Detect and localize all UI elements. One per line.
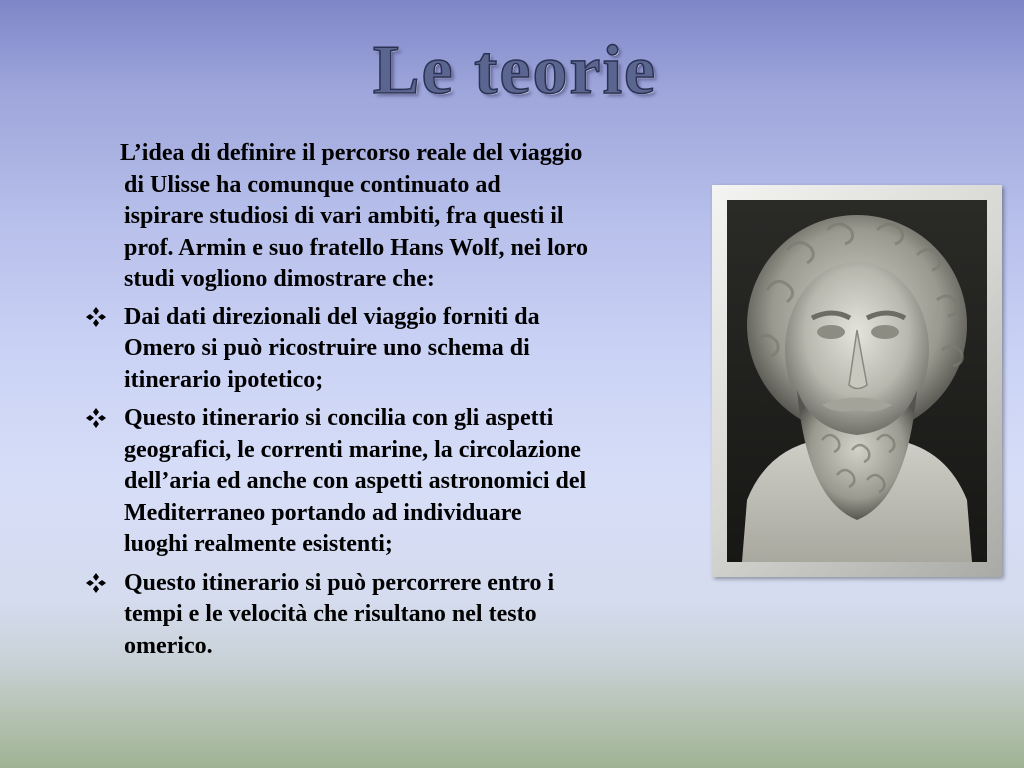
intro-line: ispirare studiosi di vari ambiti, fra questi il (124, 203, 564, 229)
bullet-line: Mediterraneo portando ad individuare (124, 499, 522, 526)
intro-line: prof. Armin e suo fratello Hans Wolf, nei loro (124, 234, 589, 261)
bust-portrait (727, 200, 987, 562)
slide-title: Le teorie (372, 32, 658, 109)
bullet-line: Questo itinerario si concilia con gli aspetti (124, 405, 554, 431)
diamond-bullet-icon (86, 573, 106, 593)
bullet-line: Dai dati direzionali del viaggio forniti da (124, 303, 540, 330)
diamond-bullet-icon (86, 408, 106, 428)
bullet-line: tempi e le velocità che risultano nel testo (124, 601, 537, 627)
bullet-line: itinerario ipotetico; (124, 366, 324, 393)
bullet-item (86, 568, 686, 663)
slide-body (86, 138, 686, 669)
bullet-line: omerico. (124, 632, 213, 659)
bullet-line: Questo itinerario si può percorrere entro i (124, 569, 555, 596)
intro-paragraph (86, 138, 686, 296)
bullet-item (86, 302, 686, 397)
bullet-line: geografici, le correnti marine, la circolazione (124, 436, 581, 463)
bullet-line: luoghi realmente esistenti; (124, 531, 393, 557)
diamond-bullet-icon (86, 307, 106, 327)
bullet-line: Omero si può ricostruire uno schema di (124, 335, 530, 361)
intro-line: di Ulisse ha comunque continuato ad (124, 171, 501, 198)
portrait-frame (712, 185, 1002, 577)
bust-portrait-image (727, 200, 987, 562)
bullet-item (86, 403, 686, 561)
bullet-line: dell’aria ed anche con aspetti astronomici del (124, 468, 587, 494)
intro-line: L’idea di definire il percorso reale del viaggio (120, 140, 583, 166)
intro-line: studi vogliono dimostrare che: (124, 266, 435, 292)
